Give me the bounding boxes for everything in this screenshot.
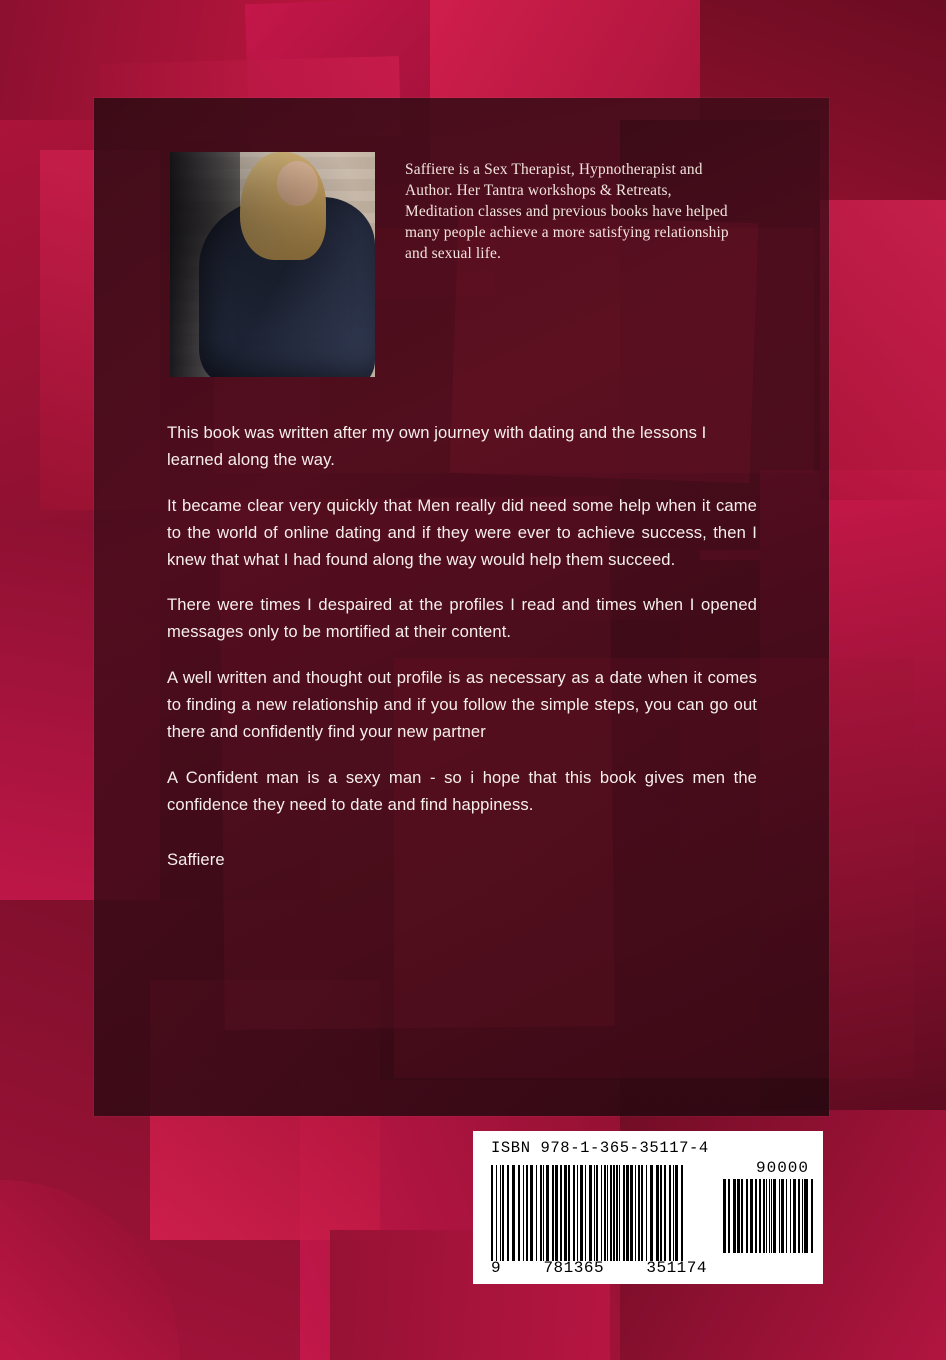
photo-vignette bbox=[170, 152, 375, 377]
ean13-digits bbox=[491, 1259, 707, 1277]
ean-group-2: 351174 bbox=[646, 1259, 707, 1277]
ean13-barcode-bars bbox=[491, 1165, 707, 1261]
author-signature: Saffiere bbox=[167, 849, 225, 869]
isbn-label: ISBN 978-1-365-35117-4 bbox=[491, 1139, 709, 1157]
author-photo bbox=[170, 152, 375, 377]
ean-left-digit: 9 bbox=[491, 1259, 502, 1277]
copy-paragraph-5: A Confident man is a sexy man - so i hope that this book gives men the confidence they need to date and find happiness. bbox=[167, 767, 757, 814]
author-bio-text: Saffiere is a Sex Therapist, Hypnotherapist and Author. Her Tantra workshops & Retreats, Meditation classes and previous books have helped many people achieve a more satisfying relationship and sexual life. bbox=[405, 161, 729, 262]
barcode-block bbox=[473, 1131, 823, 1284]
ean-group-1: 781365 bbox=[543, 1259, 605, 1277]
ean5-addon-barcode-bars bbox=[723, 1179, 813, 1253]
back-cover-copy bbox=[167, 420, 757, 892]
copy-paragraph-2: It became clear very quickly that Men really did need some help when it came to the world of online dating and if they were ever to achieve success, then I knew that what I had found along the way would help them succeed. bbox=[167, 495, 757, 569]
price-code-label: 90000 bbox=[755, 1159, 809, 1177]
copy-paragraph-4: A well written and thought out profile is as necessary as a date when it comes to finding a new relationship and if you follow the simple steps, you can go out there and confidently find your new partner bbox=[167, 668, 757, 741]
copy-paragraph-3: There were times I despaired at the profiles I read and times when I opened messages only to be mortified at their content. bbox=[167, 595, 757, 642]
copy-paragraph-1: This book was written after my own journey with dating and the lessons I learned along the way. bbox=[167, 423, 707, 469]
bg-shape-right-accent bbox=[820, 200, 946, 500]
